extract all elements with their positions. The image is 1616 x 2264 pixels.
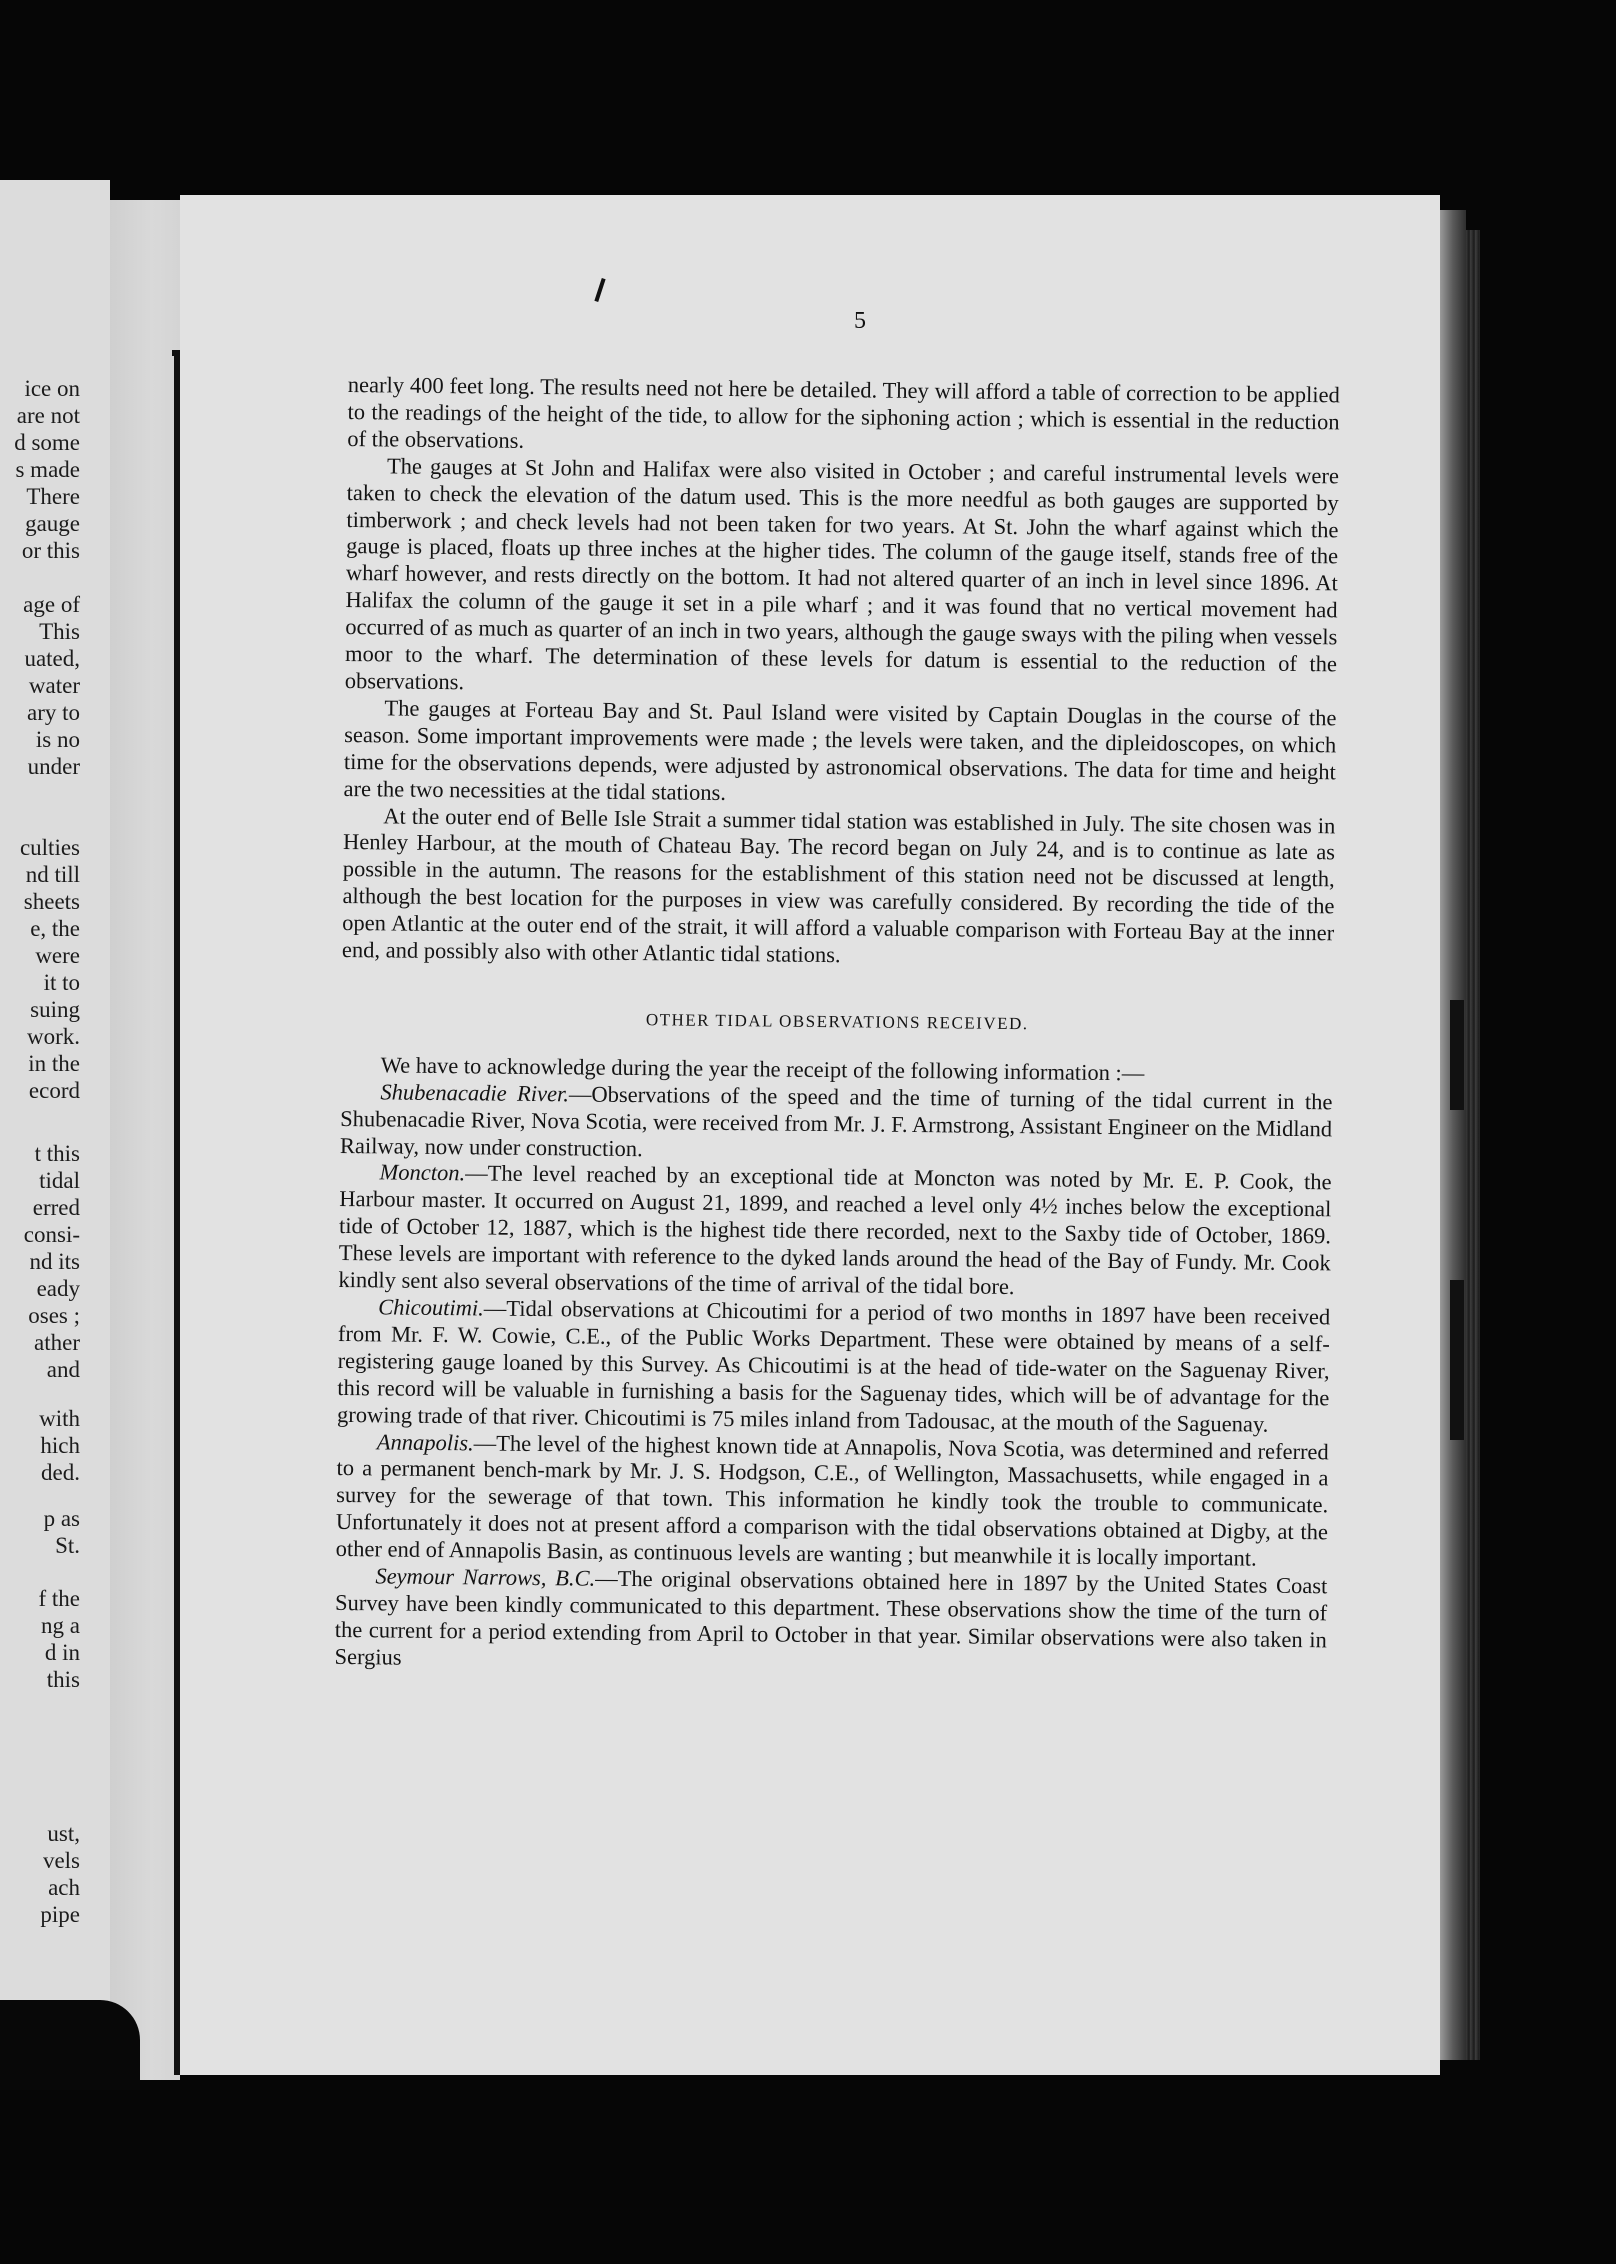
page-body-text <box>334 372 1340 1681</box>
paragraph-body: —The level reached by an exceptional tide at Moncton was noted by Mr. E. P. Cook, the Harbour master. It occurred on August 21, 1899, and reached a level only 4½ inches below the exceptional tide of October 12, 1887, which is the highest tide there recorded, next to the Saxby tide of October, 1869. These levels are important with reference to the dyked lands around the head of the Bay of Fundy. Mr. Cook kindly sent also several observations of the time of arrival of the tidal bore. <box>338 1160 1332 1300</box>
left-page-fragment: There <box>26 484 80 509</box>
adjacent-left-page <box>0 180 110 2070</box>
left-page-fragment: are not <box>16 403 80 428</box>
left-page-fragment: work. <box>26 1024 80 1049</box>
left-page-fragment: it to <box>43 970 80 995</box>
page-edge-mark <box>1450 1000 1464 1110</box>
left-page-fragment: d in <box>44 1640 80 1665</box>
paragraph-body: —Observations of the speed and the time of turning of the tidal current in the Shubenacadie River, Nova Scotia, were received from Mr. J. F. Armstrong, Assistant Engineer on the Midland Railway, now under construction. <box>339 1081 1333 1161</box>
left-page-fragment: were <box>35 943 80 968</box>
left-page-fragment: ice on <box>24 376 80 401</box>
left-page-fragment: ng a <box>41 1613 80 1638</box>
paragraph <box>336 1428 1329 1573</box>
left-page-fragment: tidal <box>39 1168 80 1193</box>
book-page-edges-stack <box>1466 230 1480 2060</box>
left-page-fragment: e, the <box>30 916 80 941</box>
page-gutter <box>110 200 180 2080</box>
paragraph-lead: Moncton. <box>379 1159 466 1186</box>
left-page-fragment: uated, <box>24 646 80 671</box>
left-page-fragment: gauge <box>25 511 80 536</box>
left-page-fragment: ach <box>48 1875 80 1900</box>
left-page-fragment: ather <box>34 1330 80 1355</box>
paragraph <box>340 1079 1333 1170</box>
paragraph-lead: Annapolis. <box>376 1428 474 1455</box>
paragraph-body: —The level of the highest known tide at Annapolis, Nova Scotia, was determined and referred to a permanent bench-mark by Mr. J. S. Hodgson, C.E., of Wellington, Massachusetts, while engaged in a survey for the sewerage of that town. This information he kindly took the trouble to communicate. Unfortunately it does not at present afford a comparison with the tidal observations obtained at Digby, at the other end of Annapolis Basin, as continuous levels are wanting ; but meanwhile it is locally important. <box>335 1429 1329 1571</box>
left-page-fragment: This <box>39 619 80 644</box>
paragraph <box>338 1159 1331 1304</box>
left-page-fragment: age of <box>23 592 80 617</box>
paragraph: The gauges at Forteau Bay and St. Paul Island were visited by Captain Douglas in the course of the season. Some important improvements were made ; the levels were taken, and the dipleidoscopes, on which time for the observations depends, were adjusted by astronomical observations. The data for time and height are the two necessities at the tidal stations. <box>343 695 1337 805</box>
left-page-fragment: pipe <box>40 1902 80 1927</box>
paragraph-lead: Shubenacadie River. <box>380 1079 570 1107</box>
left-page-fragment: ded. <box>41 1460 80 1485</box>
left-page-fragment: ary to <box>26 700 80 725</box>
paragraph-body: —The original observations obtained here in 1897 by the United States Coast Survey have been kindly communicated to this department. These observations show the time of the turn of the current for a period extending from April to October in that year. Similar observations were also taken in Sergius <box>334 1565 1328 1670</box>
left-page-fragment: oses ; <box>28 1303 80 1328</box>
book-page-edges <box>1440 210 1466 2060</box>
page-shadow <box>0 2000 140 2090</box>
paragraph <box>334 1563 1327 1681</box>
left-page-fragment: eady <box>36 1276 80 1301</box>
paragraph-lead: Chicoutimi. <box>378 1294 484 1321</box>
left-page-fragment: hich <box>40 1433 80 1458</box>
left-page-fragment: and <box>46 1357 80 1382</box>
left-page-fragment: with <box>39 1406 80 1431</box>
left-page-fragment: St. <box>55 1533 80 1558</box>
section-heading: OTHER TIDAL OBSERVATIONS RECEIVED. <box>645 1010 1029 1034</box>
left-page-fragment: under <box>27 754 80 779</box>
left-page-fragment: or this <box>21 538 80 563</box>
left-page-fragment: p as <box>43 1506 80 1531</box>
left-page-fragment: consi- <box>23 1222 80 1247</box>
page-number: 5 <box>854 308 866 334</box>
left-page-fragment: this <box>46 1667 80 1692</box>
left-page-fragment: is no <box>35 727 80 752</box>
paragraph-body: —Tidal observations at Chicoutimi for a period of two months in 1897 have been received from Mr. F. W. Cowie, C.E., of the Public Works Department. These were obtained by means of a self-registering gauge loaned by this Survey. As Chicoutimi is at the head of tide-water on the Saguenay River, this record will be valuable in furnishing a basis for the Saguenay tides, which will be of advantage for the growing trade of that river. Chicoutimi is 75 miles inland from Tadousac, at the mouth of the Saguenay. <box>336 1295 1331 1437</box>
left-page-fragment: erred <box>32 1195 80 1220</box>
left-page-fragment: s made <box>15 457 80 482</box>
paragraph: At the outer end of Belle Isle Strait a summer tidal station was established in July. The site chosen was in Henley Harbour, at the mouth of Chateau Bay. The record began on July 24, and is to continue as late as possible in the autumn. The reasons for the establishment of this station need not be discussed at length, although the best location for the purposes in view was carefully considered. By recording the tide of the open Atlantic at the outer end of the strait, it will afford a valuable comparison with Forteau Bay at the inner end, and possibly also with other Atlantic tidal stations. <box>341 802 1336 968</box>
left-page-fragment: t this <box>34 1141 80 1166</box>
left-page-fragment: ust, <box>47 1821 80 1846</box>
paragraph: We have to acknowledge during the year the receipt of the following information :— <box>380 1052 1145 1086</box>
page-edge-mark <box>1450 1280 1464 1440</box>
left-page-fragment: sheets <box>23 889 80 914</box>
paragraph: The gauges at St John and Halifax were also visited in October ; and careful instrumental levels were taken to check the elevation of the datum used. This is the more needful as both gauges are supported by timberwork ; and check levels had not been taken for two years. At St. John the wharf against which the gauge is placed, floats up three inches at the higher tides. The column of the gauge itself, stands free of the wharf however, and rests directly on the bottom. It had not altered quarter of an inch in level since 1896. At Halifax the column of the gauge it set in a pile wharf ; and it was found that no vertical movement had occurred of as much as quarter of an inch in two years, although the gauge sways with the piling when vessels moor to the wharf. The determination of these levels for datum is essential to the reduction of the observations. <box>344 453 1340 695</box>
paragraph: nearly 400 feet long. The results need not here be detailed. They will afford a table of correction to be applied to the readings of the height of the tide, to allow for the siphoning action ; which is essential in the reduction of the observations. <box>347 372 1340 453</box>
left-page-fragment: in the <box>28 1051 80 1076</box>
left-page-fragment: vels <box>42 1848 80 1873</box>
left-page-fragment: ecord <box>28 1078 80 1103</box>
left-page-fragment: culties <box>19 835 80 860</box>
paragraph <box>337 1294 1330 1439</box>
left-page-fragment: water <box>28 673 80 698</box>
left-page-fragment: nd its <box>29 1249 80 1274</box>
paragraph-lead: Seymour Narrows, B.C. <box>375 1563 596 1591</box>
left-page-fragment: nd till <box>25 862 80 887</box>
left-page-fragment: suing <box>30 997 80 1022</box>
left-page-fragment: d some <box>14 430 80 455</box>
left-page-fragment: f the <box>38 1586 80 1611</box>
